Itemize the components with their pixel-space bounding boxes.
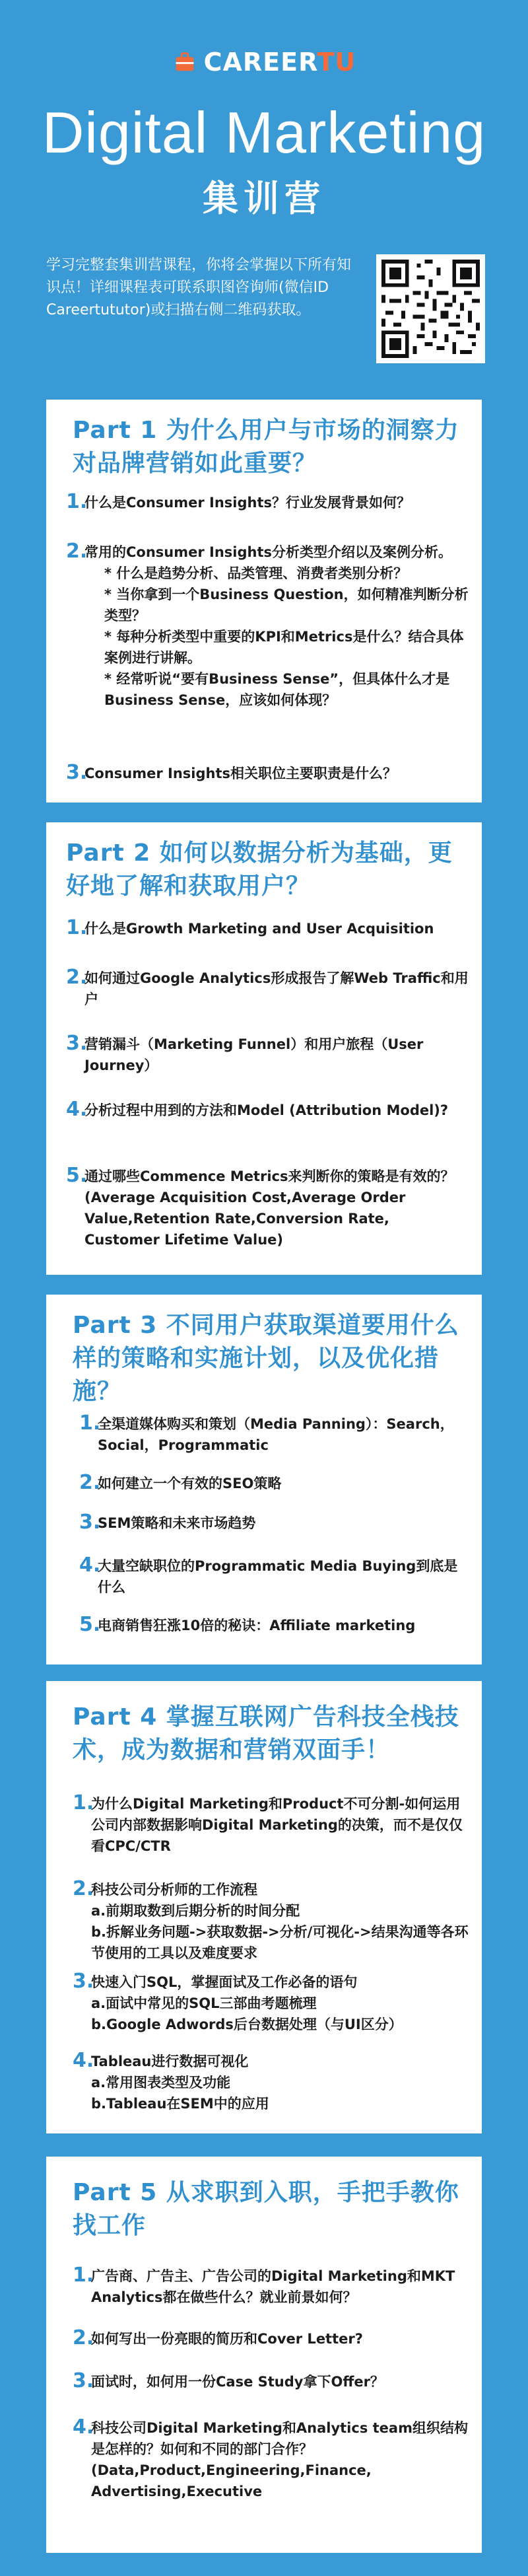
- list-item: [66, 1034, 469, 1076]
- list-item-text: [84, 492, 411, 513]
- list-item-text: [84, 918, 434, 939]
- list-number: 2.: [66, 966, 88, 989]
- page-subtitle: 集训营: [203, 178, 325, 219]
- list-number: 1.: [79, 1412, 101, 1435]
- logo-mark-icon: [172, 50, 197, 75]
- list-item: [66, 1100, 469, 1121]
- list-item-text: [91, 1972, 403, 2035]
- list-item-text: [91, 1793, 469, 1857]
- list-item-text: [98, 1473, 281, 1494]
- list-item-line: 科技公司分析师的工作流程: [91, 1882, 257, 1898]
- part-5-card: [46, 2157, 482, 2553]
- list-item-text: [91, 1879, 469, 1964]
- list-number: 2.: [73, 2326, 94, 2349]
- intro-text: 学习完整套集训营课程，你将会掌握以下所有知识点！详细课程表可联系职图咨询师(微信ID Careertututor)或扫描右侧二维码获取。: [46, 257, 352, 318]
- list-number: 3.: [73, 1970, 94, 1993]
- part-4-title: Part 4 掌握互联网广告科技全栈技术，成为数据和营销双面手！: [73, 1703, 459, 1764]
- list-item-line: 面试时，如何用一份Case Study拿下Offer？: [91, 2374, 384, 2390]
- list-item-line: 如何写出一份亮眼的简历和Cover Letter?: [91, 2331, 363, 2347]
- list-number: 5.: [79, 1613, 101, 1636]
- list-item: [73, 1972, 469, 2035]
- list-item-text: [84, 1166, 469, 1250]
- list-number: 2.: [79, 1471, 101, 1494]
- list-item-line: 什么是Consumer Insights？行业发展背景如何？: [84, 495, 411, 511]
- list-item-line: 广告商、广告主、广告公司的Digital Marketing和MKT Analytics都在做些什么？就业前景如何？: [91, 2268, 455, 2305]
- list-item: [73, 2371, 469, 2392]
- qr-code[interactable]: [376, 254, 485, 363]
- list-item: [73, 2328, 469, 2349]
- list-item: [73, 2266, 469, 2308]
- part-1-title: Part 1 为什么用户与市场的洞察力对品牌营销如此重要？: [73, 417, 459, 477]
- list-item-line: * 经常听说“要有Business Sense”，但具体什么才是Business Sense，应该如何体现？: [104, 671, 450, 708]
- list-item-line: 分析过程中用到的方法和Model (Attribution Model)?: [84, 1102, 449, 1118]
- list-number: 3.: [79, 1511, 101, 1534]
- list-number: 3.: [66, 1032, 88, 1055]
- list-item-text: [84, 763, 397, 784]
- list-number: 1.: [73, 2264, 94, 2287]
- brand-name: CAREERTU: [203, 48, 356, 77]
- list-item-line: b.拆解业务问题->获取数据->分析/可视化->结果沟通等各环节使用的工具以及难度要求: [91, 1924, 469, 1961]
- list-item-line: * 什么是趋势分析、品类管理、消费者类别分析？: [104, 565, 408, 581]
- list-item-line: b.Tableau在SEM中的应用: [91, 2096, 269, 2112]
- list-number: 4.: [73, 2415, 94, 2439]
- list-item-line: 如何建立一个有效的SEO策略: [98, 1476, 282, 1491]
- list-item: [73, 2417, 469, 2502]
- list-item-text: [84, 542, 469, 711]
- list-item: [73, 1879, 469, 1964]
- list-item: [79, 1413, 469, 1456]
- list-number: 1.: [73, 1791, 94, 1814]
- list-item-line: 大量空缺职位的Programmatic Media Buying到底是什么: [98, 1558, 458, 1595]
- list-item-text: [98, 1513, 255, 1534]
- list-item-text: [84, 968, 469, 1010]
- part-2-title: Part 2 如何以数据分析为基础，更好地了解和获取用户？: [66, 840, 453, 900]
- list-item-text: [91, 2417, 469, 2502]
- list-item-text: [91, 2328, 363, 2349]
- list-item-line: 通过哪些Commence Metrics来判断你的策略是有效的？(Average Acquisition Cost,Average Order Value,Retention Rate,Conversion Rate, Customer Lifetime Value): [84, 1168, 455, 1248]
- list-number: 2.: [73, 1877, 94, 1900]
- list-item-line: a.前期取数到后期分析的时间分配: [91, 1903, 300, 1919]
- list-item-line: 为什么Digital Marketing和Product不可分割-如何运用公司内部数据影响Digital Marketing的决策，而不是仅仅看CPC/CTR: [91, 1796, 463, 1854]
- list-item: [73, 1793, 469, 1857]
- list-item-line: * 每种分析类型中重要的KPI和Metrics是什么？结合具体案例进行讲解。: [104, 629, 464, 666]
- list-item-line: 全渠道媒体购买和策划（Media Panning）：Search，Social，Programmatic: [98, 1416, 454, 1453]
- list-item: [66, 918, 469, 939]
- list-item-text: [98, 1615, 415, 1636]
- list-item-line: SEM策略和未来市场趋势: [98, 1515, 256, 1531]
- list-item-line: * 当你拿到一个Business Question，如何精准判断分析类型？: [104, 587, 469, 624]
- list-number: 5.: [66, 1164, 88, 1187]
- list-item-line: b.Google Adwords后台数据处理（与UI区分）: [91, 2017, 403, 2032]
- list-item-line: 如何通过Google Analytics形成报告了解Web Traffic和用户: [84, 970, 469, 1007]
- list-number: 4.: [66, 1098, 88, 1121]
- list-item: [66, 492, 469, 513]
- list-item-text: [84, 1034, 469, 1076]
- brand-logo: [0, 48, 528, 77]
- list-item-line: 科技公司Digital Marketing和Analytics team组织结构是怎样的？如何和不同的部门合作？(Data,Product,Engineering,Finance, Advertising,Executive: [91, 2420, 468, 2499]
- list-number: 2.: [66, 540, 88, 563]
- list-item: [73, 2051, 469, 2114]
- list-item-line: 电商销售狂涨10倍的秘诀：Affiliate marketing: [98, 1618, 416, 1633]
- list-item: [66, 1166, 469, 1250]
- list-item-line: 常用的Consumer Insights分析类型介绍以及案例分析。: [84, 544, 453, 560]
- list-item-line: a.常用图表类型及功能: [91, 2075, 231, 2091]
- list-number: 4.: [73, 2049, 94, 2072]
- list-item: [79, 1513, 469, 1534]
- list-number: 4.: [79, 1554, 101, 1577]
- qr-code-icon: [381, 260, 480, 358]
- list-number: 3.: [66, 761, 88, 784]
- list-item-text: [84, 1100, 448, 1121]
- list-item-text: [91, 2051, 269, 2114]
- part-2-card: [46, 822, 482, 1275]
- list-item: [66, 763, 469, 784]
- list-item-line: 快速入门SQL，掌握面试及工作必备的语句: [91, 1974, 358, 1990]
- part-3-card: [46, 1295, 482, 1664]
- list-number: 3.: [73, 2369, 94, 2392]
- list-item: [79, 1473, 469, 1494]
- list-item-line: Consumer Insights相关职位主要职责是什么？: [84, 766, 397, 781]
- list-number: 1.: [66, 490, 88, 513]
- page-title: Digital Marketing: [42, 100, 486, 165]
- list-item: [79, 1615, 469, 1636]
- list-item-text: [98, 1413, 469, 1456]
- list-item-line: 营销漏斗（Marketing Funnel）和用户旅程（User Journey）: [84, 1036, 424, 1073]
- list-item-line: Tableau进行数据可视化: [91, 2054, 249, 2069]
- list-item-text: [98, 1556, 469, 1598]
- list-number: 1.: [66, 916, 88, 939]
- list-item-line: a.面试中常见的SQL三部曲考题梳理: [91, 1995, 317, 2011]
- list-item-text: [91, 2371, 384, 2392]
- list-item: [79, 1556, 469, 1598]
- part-3-title: Part 3 不同用户获取渠道要用什么样的策略和实施计划，以及优化措施？: [73, 1312, 459, 1405]
- list-item: [66, 542, 469, 711]
- list-item: [66, 968, 469, 1010]
- part-1-card: [46, 400, 482, 803]
- header: [0, 0, 528, 219]
- list-item-line: 什么是Growth Marketing and User Acquisition: [84, 921, 434, 937]
- part-5-title: Part 5 从求职到入职，手把手教你找工作: [73, 2179, 459, 2239]
- part-4-card: [46, 1681, 482, 2133]
- list-item-text: [91, 2266, 469, 2308]
